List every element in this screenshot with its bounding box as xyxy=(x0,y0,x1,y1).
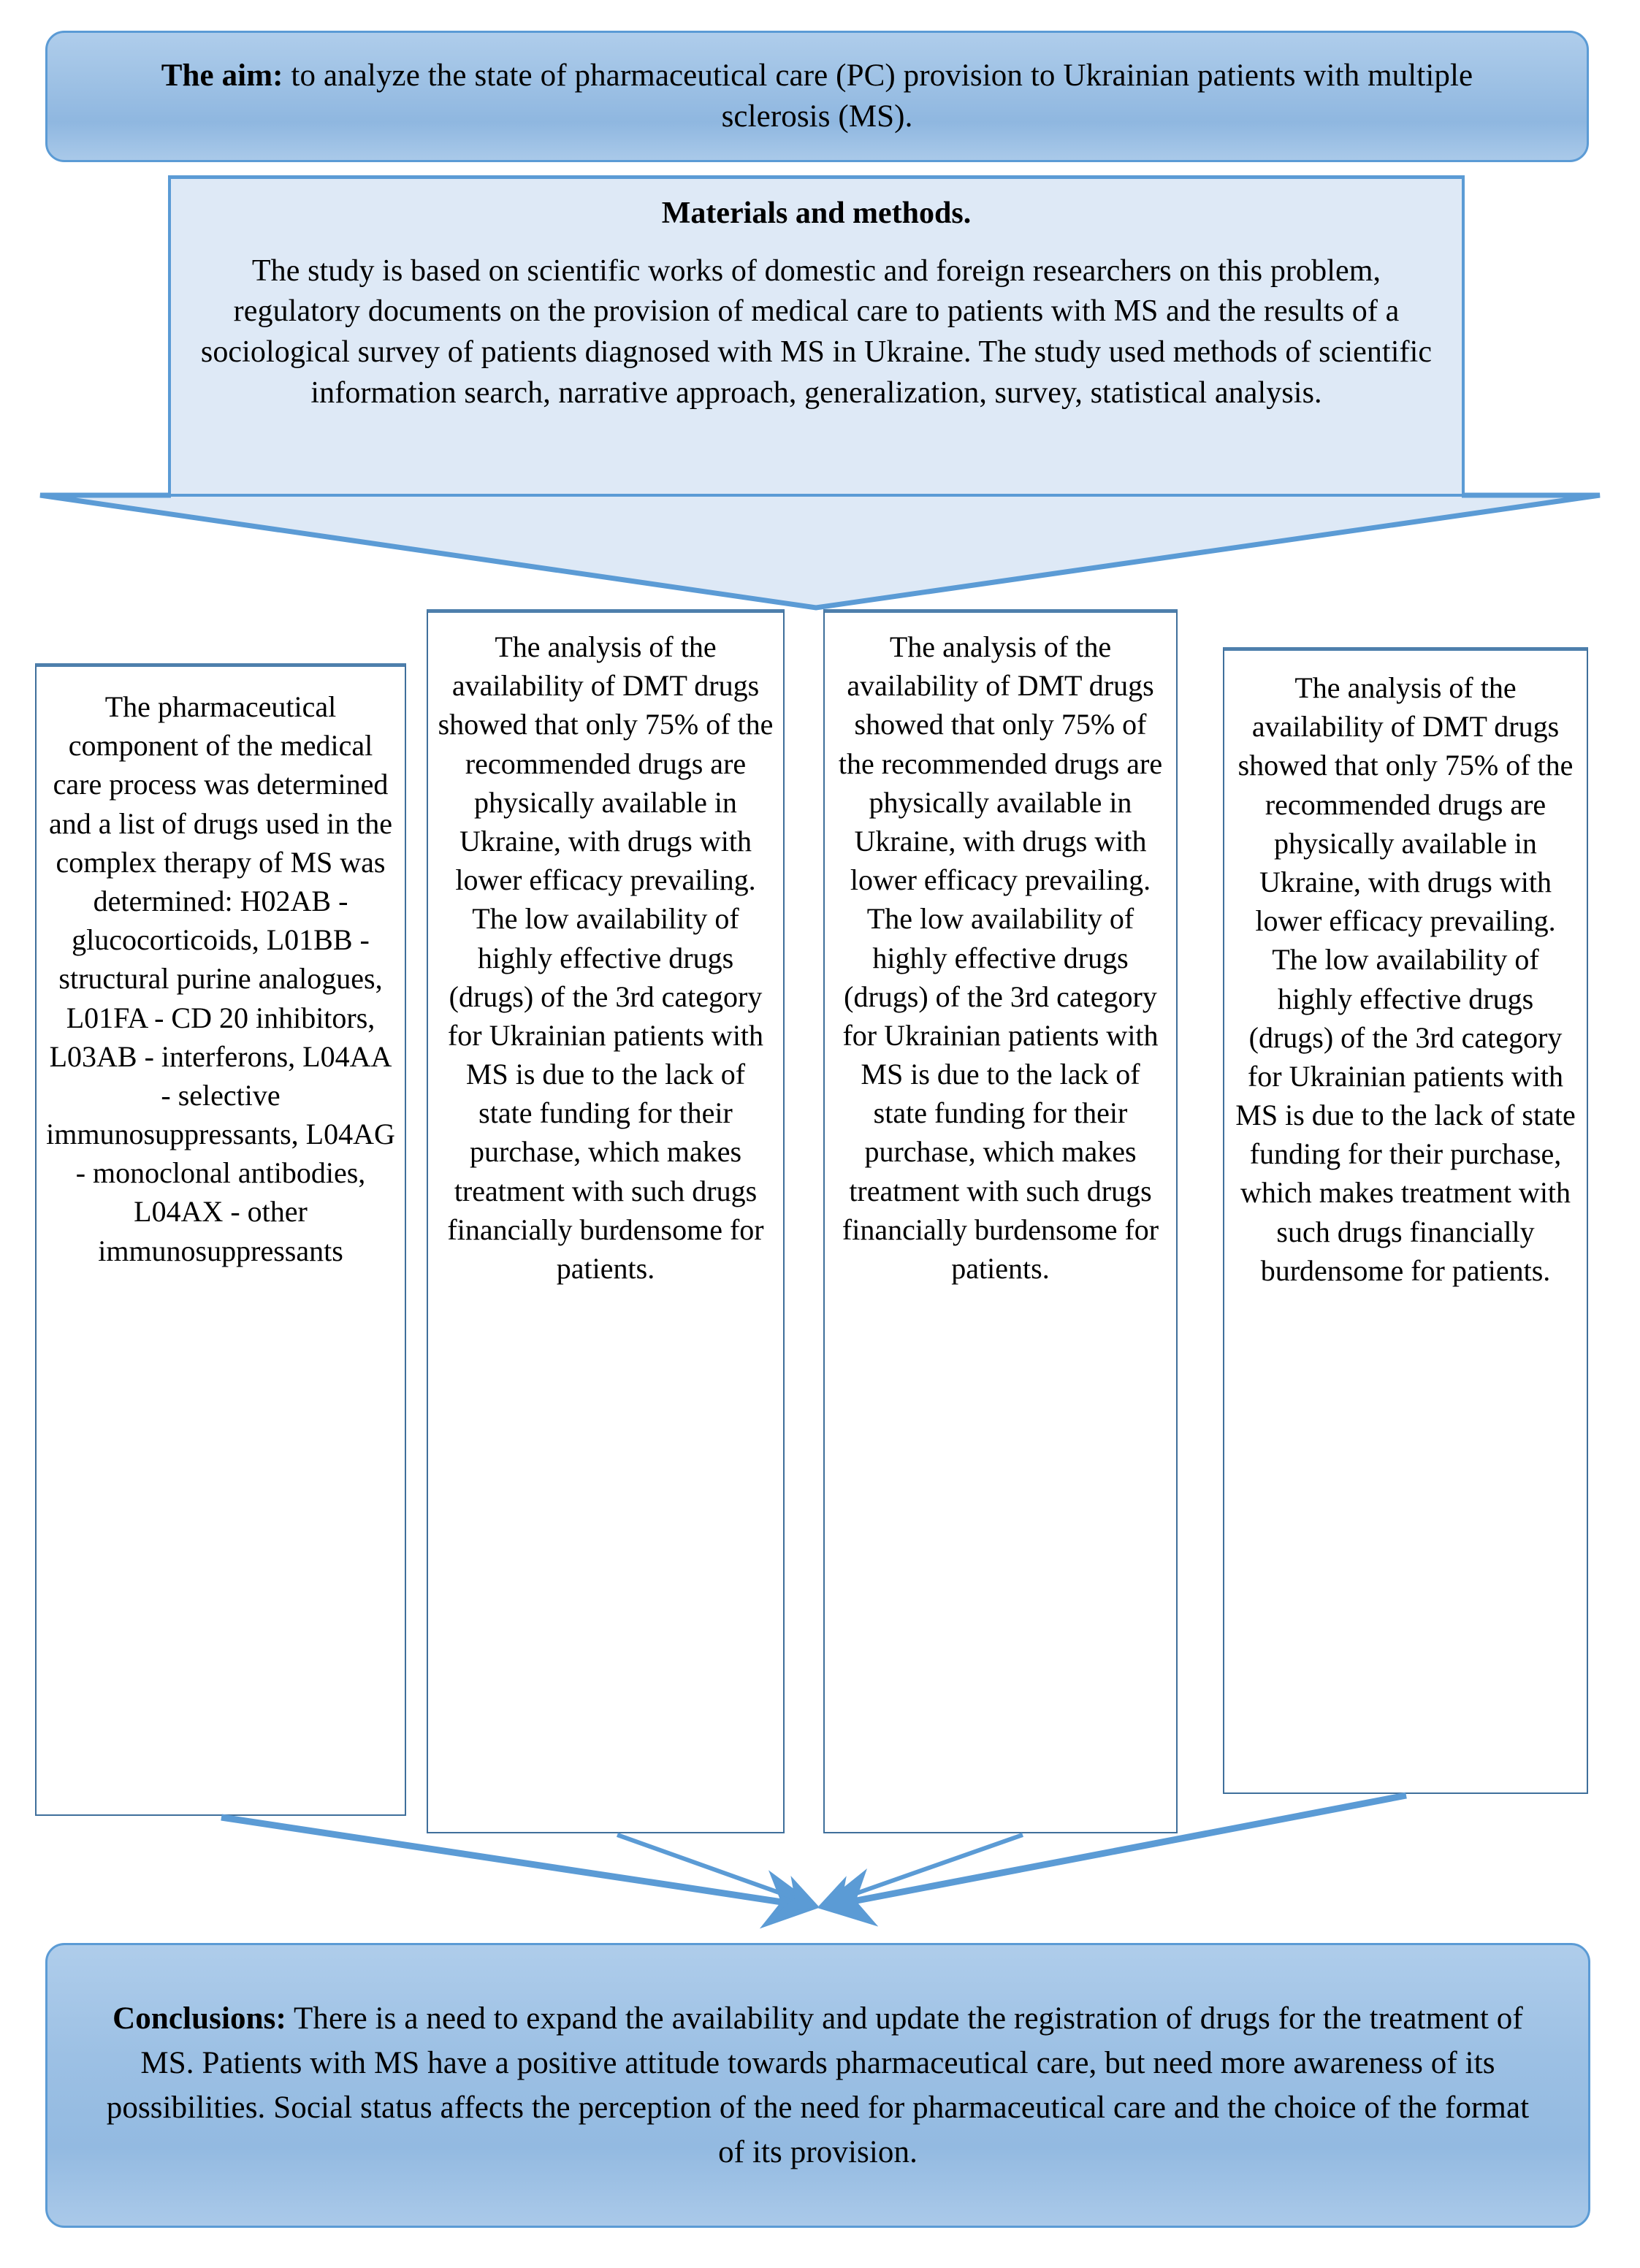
materials-and-methods-title: Materials and methods. xyxy=(661,196,972,230)
conclusions-label: Conclusions: xyxy=(112,2001,286,2036)
result-card-pharmaceutical-component: The pharmaceutical component of the medical care process was determined and a list of drugs used in the complex therapy of MS was determined: H02AB - glucocorticoids, L01BB - structural purine analogues, L01FA - CD 20 inhibitors, L03AB - interferons, L04AA - selective immunosuppressants, L04AG - monoclonal antibodies, L04AX - other immunosuppressants xyxy=(35,663,406,1816)
result-card-dmt-availability-3: The analysis of the availability of DMT drugs showed that only 75% of the recommended drugs are physically available in Ukraine, with drugs with lower efficacy prevailing. The low availability of highly effective drugs (drugs) of the 3rd category for Ukrainian patients with MS is due to the lack of state funding for their purchase, which makes treatment with such drugs financially burdensome for patients. xyxy=(1223,647,1588,1794)
materials-and-methods-panel xyxy=(168,175,1465,497)
aim-label: The aim: xyxy=(161,58,283,93)
result-card-dmt-availability-2: The analysis of the availability of DMT drugs showed that only 75% of the recommended drugs are physically available in Ukraine, with drugs with lower efficacy prevailing. The low availability of highly effective drugs (drugs) of the 3rd category for Ukrainian patients with MS is due to the lack of state funding for their purchase, which makes treatment with such drugs financially burdensome for patients. xyxy=(823,609,1178,1833)
aim-text xyxy=(109,56,1526,137)
aim-band xyxy=(45,31,1589,162)
conclusions-body: There is a need to expand the availability and update the registration of drugs for the treatment of MS. Patients with MS have a positive attitude towards pharmaceutical care, but need more awareness of its possibilities. Social status affects the perception of the need for pharmaceutical care and the choice of the format of its provision. xyxy=(106,2001,1530,2170)
conclusions-text xyxy=(102,1996,1534,2175)
conclusions-band xyxy=(45,1943,1590,2228)
result-card-dmt-availability-1: The analysis of the availability of DMT drugs showed that only 75% of the recommended drugs are physically available in Ukraine, with drugs with lower efficacy prevailing. The low availability of highly effective drugs (drugs) of the 3rd category for Ukrainian patients with MS is due to the lack of state funding for their purchase, which makes treatment with such drugs financially burdensome for patients. xyxy=(427,609,785,1833)
materials-and-methods-text: The study is based on scientific works of domestic and foreign researchers on this problem, regulatory documents on the provision of medical care to patients with MS and the results of a sociological survey of patients diagnosed with MS in Ukraine. The study used methods of scientific information search, narrative approach, generalization, survey, statistical analysis. xyxy=(200,253,1433,411)
aim-body: to analyze the state of pharmaceutical care (PC) provision to Ukrainian patients with multiple sclerosis (MS). xyxy=(283,58,1473,134)
